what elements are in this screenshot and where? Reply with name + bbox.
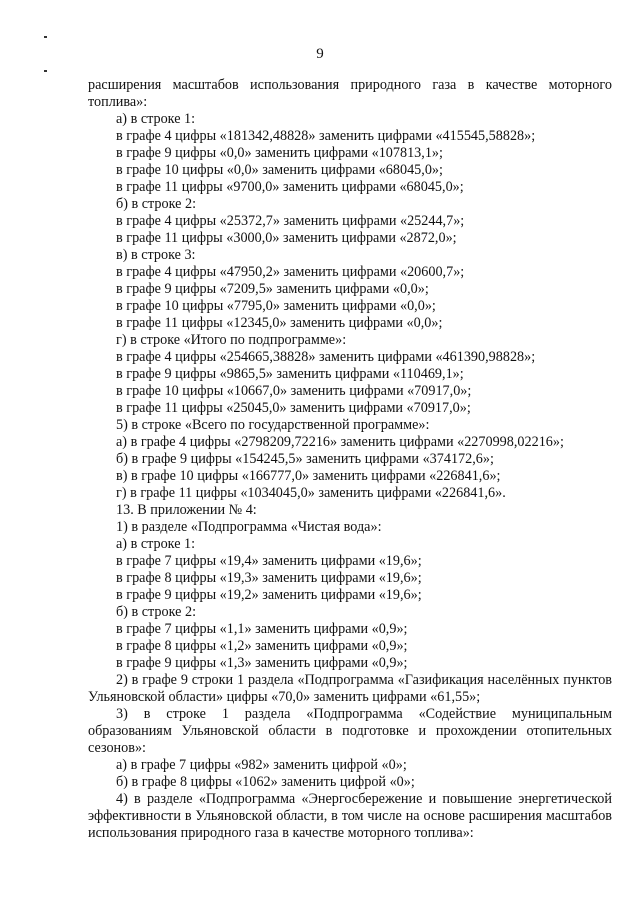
scan-speck: [44, 70, 47, 72]
paragraph: 4) в разделе «Подпрограмма «Энергосбережение и повышение энергетической эффективности в Ульяновской области, в том числе на основе расширения масштабов использования природного газа в качестве моторного топлива»:: [88, 791, 612, 841]
paragraph: а) в графе 4 цифры «2798209,72216» заменить цифрами «2270998,02216»;: [116, 434, 564, 450]
paragraph: г) в графе 11 цифры «1034045,0» заменить цифрами «226841,6».: [116, 485, 506, 501]
paragraph: в графе 9 цифры «19,2» заменить цифрами «19,6»;: [116, 587, 422, 603]
paragraph: в графе 11 цифры «12345,0» заменить цифрами «0,0»;: [116, 315, 443, 331]
page-number: 9: [316, 46, 324, 62]
scan-speck: [44, 36, 47, 38]
paragraph: в графе 11 цифры «25045,0» заменить цифрами «70917,0»;: [116, 400, 471, 416]
paragraph: а) в графе 7 цифры «982» заменить цифрой «0»;: [116, 757, 407, 773]
paragraph: в графе 8 цифры «1,2» заменить цифрами «0,9»;: [116, 638, 408, 654]
paragraph: в графе 8 цифры «19,3» заменить цифрами «19,6»;: [116, 570, 422, 586]
paragraph: 13. В приложении № 4:: [116, 502, 257, 518]
paragraph: в) в графе 10 цифры «166777,0» заменить цифрами «226841,6»;: [116, 468, 501, 484]
paragraph: в графе 11 цифры «9700,0» заменить цифрами «68045,0»;: [116, 179, 464, 195]
paragraph: в графе 10 цифры «0,0» заменить цифрами «68045,0»;: [116, 162, 443, 178]
paragraph: б) в строке 2:: [116, 196, 197, 212]
paragraph: в графе 11 цифры «3000,0» заменить цифрами «2872,0»;: [116, 230, 457, 246]
paragraph: в графе 7 цифры «1,1» заменить цифрами «0,9»;: [116, 621, 408, 637]
paragraph: в графе 4 цифры «47950,2» заменить цифрами «20600,7»;: [116, 264, 465, 280]
paragraph: 3) в строке 1 раздела «Подпрограмма «Содействие муниципальным образованиям Ульяновской области в подготовке и прохождении отопительных сезонов»:: [88, 706, 612, 756]
paragraph: б) в графе 8 цифры «1062» заменить цифрой «0»;: [116, 774, 415, 790]
paragraph: расширения масштабов использования природного газа в качестве моторного топлива»:: [88, 77, 612, 110]
paragraph: в графе 10 цифры «10667,0» заменить цифрами «70917,0»;: [116, 383, 472, 399]
paragraph: а) в строке 1:: [116, 111, 196, 127]
paragraph: в графе 4 цифры «25372,7» заменить цифрами «25244,7»;: [116, 213, 465, 229]
paragraph: в графе 4 цифры «181342,48828» заменить цифрами «415545,58828»;: [116, 128, 536, 144]
paragraph: в графе 4 цифры «254665,38828» заменить цифрами «461390,98828»;: [116, 349, 536, 365]
paragraph: 5) в строке «Всего по государственной программе»:: [116, 417, 430, 433]
paragraph: в) в строке 3:: [116, 247, 196, 263]
paragraph: в графе 9 цифры «1,3» заменить цифрами «0,9»;: [116, 655, 408, 671]
paragraph: б) в строке 2:: [116, 604, 197, 620]
paragraph: в графе 9 цифры «0,0» заменить цифрами «107813,1»;: [116, 145, 443, 161]
paragraph: б) в графе 9 цифры «154245,5» заменить цифрами «374172,6»;: [116, 451, 494, 467]
paragraph: в графе 10 цифры «7795,0» заменить цифрами «0,0»;: [116, 298, 436, 314]
paragraph: в графе 9 цифры «7209,5» заменить цифрами «0,0»;: [116, 281, 429, 297]
paragraph: в графе 9 цифры «9865,5» заменить цифрами «110469,1»;: [116, 366, 464, 382]
paragraph: 1) в разделе «Подпрограмма «Чистая вода»:: [116, 519, 382, 535]
paragraph: а) в строке 1:: [116, 536, 196, 552]
document-body: [88, 77, 612, 842]
paragraph: 2) в графе 9 строки 1 раздела «Подпрограмма «Газификация населённых пунктов Ульяновской области» цифры «70,0» заменить цифрами «61,55»;: [88, 672, 612, 705]
paragraph: г) в строке «Итого по подпрограмме»:: [116, 332, 347, 348]
paragraph: в графе 7 цифры «19,4» заменить цифрами «19,6»;: [116, 553, 422, 569]
